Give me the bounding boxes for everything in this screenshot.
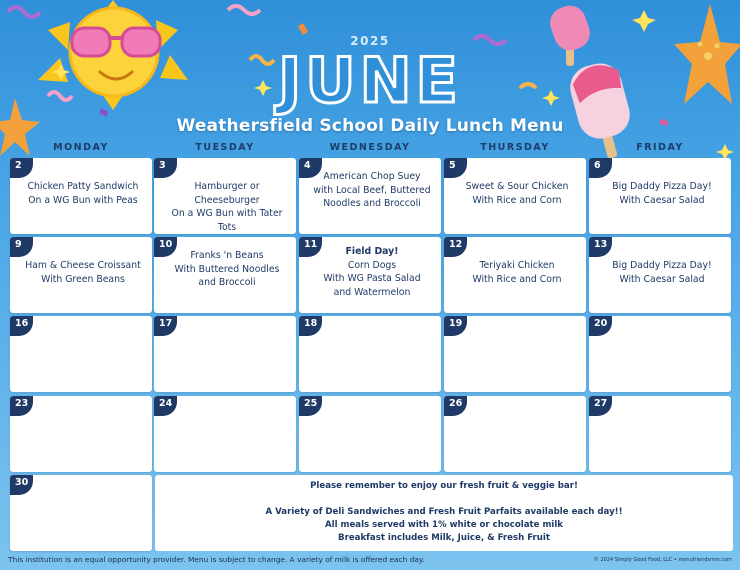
menu-line: With Caesar Salad (619, 194, 705, 206)
day-cell (589, 396, 731, 472)
menu-line: Teriyaki Chicken (479, 260, 555, 271)
menu-text (454, 180, 580, 207)
day-number: 23 (10, 396, 33, 416)
menu-line: With Caesar Salad (619, 273, 705, 285)
footer-disclaimer: This institution is an equal opportunity provider. Menu is subject to change. A variety of milk is offered each day. (8, 555, 425, 564)
menu-line: On a WG Bun with Peas (28, 194, 138, 206)
day-number: 2 (10, 158, 33, 178)
menu-text (309, 245, 435, 299)
notes-line-veggie-bar: Please remember to enjoy our fresh fruit & veggie bar! (310, 481, 578, 491)
menu-text (599, 180, 725, 207)
day-cell (154, 316, 296, 392)
day-number: 19 (444, 316, 467, 336)
page-title: Weathersfield School Daily Lunch Menu (176, 116, 564, 136)
day-cell (299, 396, 441, 472)
menu-line: American Chop Suey (323, 171, 421, 182)
menu-line: With Green Beans (41, 273, 125, 285)
menu-text (309, 170, 435, 211)
day-number: 12 (444, 237, 467, 257)
day-cell (10, 396, 152, 472)
menu-line: With WG Pasta Salad (323, 273, 421, 284)
day-number: 10 (154, 237, 177, 257)
day-cell (154, 158, 296, 234)
menu-line: Corn Dogs (347, 259, 397, 271)
menu-line: Sweet & Sour Chicken (465, 181, 569, 192)
day-number: 24 (154, 396, 177, 416)
day-number: 5 (444, 158, 467, 178)
day-cell (299, 316, 441, 392)
day-header-tuesday: TUESDAY (195, 142, 255, 153)
menu-text (164, 180, 290, 234)
day-cell (10, 475, 152, 551)
footer-credit: © 2024 Simply Good Food, LLC • menufriendsmm.com (593, 557, 732, 563)
menu-text (454, 259, 580, 286)
menu-text (20, 180, 146, 207)
menu-line: With Buttered Noodles (174, 263, 280, 275)
day-number: 20 (589, 316, 612, 336)
day-cell (10, 316, 152, 392)
day-cell (444, 316, 586, 392)
day-header-monday: MONDAY (53, 142, 109, 153)
day-cell (154, 237, 296, 313)
menu-line: Hamburger or Cheeseburger (194, 181, 260, 206)
day-header-thursday: THURSDAY (480, 142, 550, 153)
notes-line-deli: A Variety of Deli Sandwiches and Fresh Fruit Parfaits available each day!! (265, 507, 623, 517)
day-cell (10, 158, 152, 234)
day-number: 13 (589, 237, 612, 257)
day-cell (444, 237, 586, 313)
menu-line: Big Daddy Pizza Day! (612, 181, 712, 192)
day-number: 18 (299, 316, 322, 336)
day-number: 25 (299, 396, 322, 416)
menu-line: Noodles and Broccoli (323, 198, 421, 209)
day-cell (444, 396, 586, 472)
day-cell (444, 158, 586, 234)
day-header-friday: FRIDAY (636, 142, 684, 153)
menu-line: On a WG Bun with Tater Tots (171, 208, 283, 233)
menu-line: and Watermelon (333, 286, 411, 298)
menu-line: Ham & Cheese Croissant (25, 260, 141, 271)
menu-text (599, 259, 725, 286)
day-header-wednesday: WEDNESDAY (329, 142, 411, 153)
menu-text (164, 249, 290, 290)
menu-line: Big Daddy Pizza Day! (612, 260, 712, 271)
day-number: 26 (444, 396, 467, 416)
menu-line: With Rice and Corn (472, 273, 562, 285)
year-label: 2025 (350, 34, 390, 48)
day-number: 3 (154, 158, 177, 178)
menu-line: Franks 'n Beans (190, 250, 264, 261)
month-title: JUNE (278, 44, 462, 117)
menu-line: Chicken Patty Sandwich (27, 181, 139, 192)
day-number: 16 (10, 316, 33, 336)
day-cell (589, 316, 731, 392)
day-cell (299, 237, 441, 313)
day-number: 4 (299, 158, 322, 178)
menu-line: Field Day! (345, 246, 399, 257)
day-cell (154, 396, 296, 472)
day-cell (299, 158, 441, 234)
menu-line: With Rice and Corn (472, 194, 562, 206)
day-cell (589, 237, 731, 313)
menu-text (20, 259, 146, 286)
menu-line: with Local Beef, Buttered (313, 184, 431, 196)
day-cell (589, 158, 731, 234)
day-number: 30 (10, 475, 33, 495)
day-number: 17 (154, 316, 177, 336)
day-number: 6 (589, 158, 612, 178)
notes-line-breakfast: Breakfast includes Milk, Juice, & Fresh Fruit (338, 533, 550, 543)
day-number: 27 (589, 396, 612, 416)
notes-panel (155, 475, 733, 551)
day-cell (10, 237, 152, 313)
day-number: 11 (299, 237, 322, 257)
notes-line-milk: All meals served with 1% white or chocolate milk (324, 520, 564, 530)
day-number: 9 (10, 237, 33, 257)
menu-line: and Broccoli (198, 277, 256, 288)
